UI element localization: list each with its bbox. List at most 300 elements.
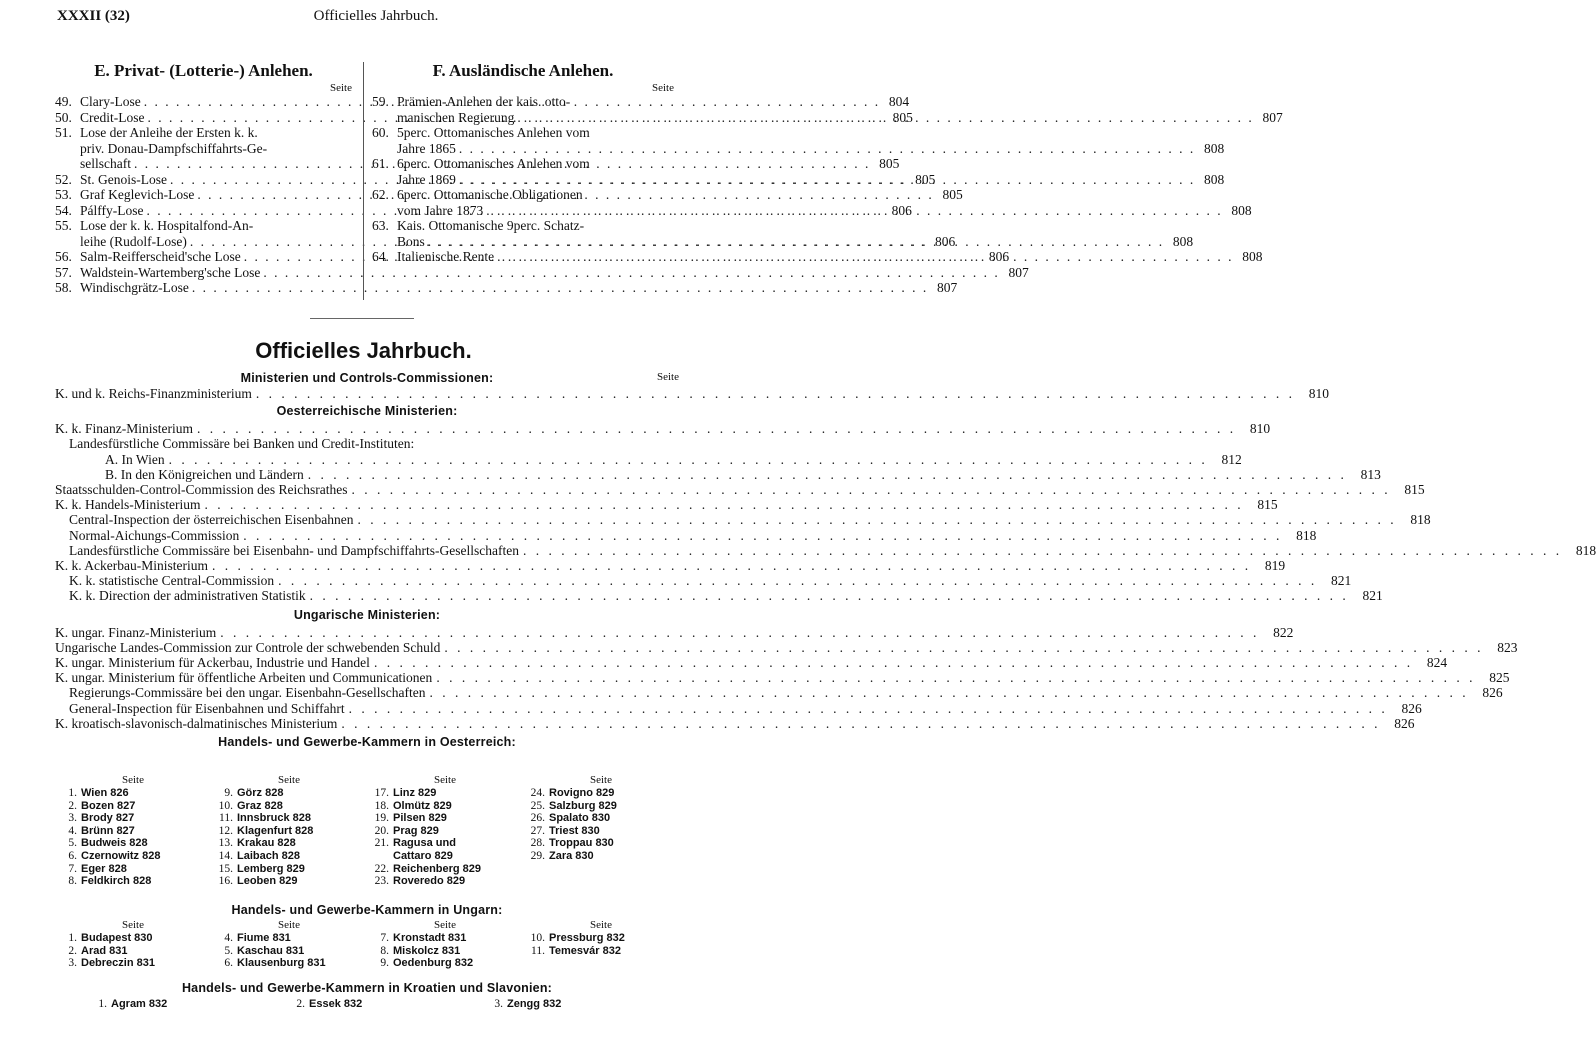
row-label: General-Inspection für Eisenbahnen und Schiffahrt xyxy=(69,700,345,716)
list-item xyxy=(367,837,523,850)
entry-number: 62. xyxy=(372,187,389,202)
entry-number: 55. xyxy=(55,218,72,233)
table-row xyxy=(55,436,679,451)
page-ref: 806 xyxy=(934,233,956,249)
croatian-chambers-grid xyxy=(55,998,679,1011)
list-item xyxy=(211,850,367,863)
row-label: K. ungar. Ministerium für Ackerbau, Industrie und Handel xyxy=(55,655,370,671)
item-number: 11. xyxy=(531,944,545,957)
item-number: 13. xyxy=(218,837,233,850)
page-ref: 815 xyxy=(1404,482,1425,498)
chamber-entry: Debreczin 831 xyxy=(81,957,155,970)
list-item xyxy=(367,957,523,970)
chamber-entry: Pilsen 829 xyxy=(393,812,447,825)
ministries-section xyxy=(55,370,1596,750)
entry-text xyxy=(397,249,1236,265)
austrian-ministries-heading: Oesterreichische Ministerien: xyxy=(276,404,458,419)
row-label: A. In Wien xyxy=(105,451,165,467)
item-number: 11. xyxy=(219,812,233,825)
chamber-column xyxy=(55,919,211,970)
chamber-entry: Agram 832 xyxy=(111,998,168,1010)
main-title: Officielles Jahrbuch. xyxy=(255,338,472,363)
leader-dots xyxy=(523,543,1562,558)
list-item xyxy=(367,850,523,863)
chamber-entry: Pressburg 832 xyxy=(549,932,625,944)
entry-number: 58. xyxy=(55,280,72,295)
list-item xyxy=(55,812,211,825)
list-item xyxy=(55,800,211,813)
page-ref: 826 xyxy=(1401,700,1422,716)
item-number: 1. xyxy=(68,787,77,799)
page-ref: 818 xyxy=(1410,512,1431,528)
entry-label: St. Genois-Lose xyxy=(80,171,167,187)
entry-label: vom Jahre 1873 xyxy=(397,202,484,218)
leader-dots xyxy=(349,701,1388,716)
row-label: Regierungs-Commissäre bei den ungar. Eisenbahn-Gesellschaften xyxy=(69,685,426,701)
list-item xyxy=(523,825,679,838)
foreign-loans-heading: F. Ausländische Anlehen. xyxy=(432,61,614,80)
chamber-entry: Budapest 830 xyxy=(81,932,153,944)
page-ref: 808 xyxy=(1231,202,1252,218)
entry-line xyxy=(397,172,1198,188)
chamber-entry: Zara 830 xyxy=(549,849,594,862)
austrian-chambers-heading: Handels- und Gewerbe-Kammern in Oesterreich: xyxy=(218,735,516,750)
row-label: Ungarische Landes-Commission zur Controle der schwebenden Schuld xyxy=(55,639,441,655)
entry-line: Lose der Anleihe der Ersten k. k. xyxy=(80,125,258,140)
leader-dots xyxy=(428,234,1164,250)
page-ref: 818 xyxy=(1575,542,1596,558)
table-row xyxy=(55,386,1329,401)
entry-label: leihe (Rudolf-Lose) xyxy=(80,233,187,249)
leader-dots xyxy=(341,716,1380,731)
list-item xyxy=(523,932,679,945)
table-row xyxy=(55,715,1415,731)
page-ref: 822 xyxy=(1273,624,1294,640)
chamber-entry: Budweis 828 xyxy=(81,837,148,850)
list-item xyxy=(367,800,523,813)
entry-text xyxy=(397,125,1198,156)
entry-text xyxy=(397,156,1198,187)
entry-label: sellschaft xyxy=(80,156,131,171)
hungarian-chambers-grid xyxy=(55,919,679,970)
chamber-entry: Essek 832 xyxy=(309,998,363,1010)
entry-label: Jahre 1865 xyxy=(397,140,456,156)
page-ref: 812 xyxy=(1221,451,1242,467)
seite-label: Seite xyxy=(122,774,144,786)
list-item xyxy=(372,125,1225,156)
entry-label: Waldstein-Wartemberg'sche Lose xyxy=(80,264,261,280)
chamber-entry: Wien 826 xyxy=(81,787,129,799)
list-item xyxy=(367,945,523,958)
leader-dots xyxy=(517,110,1253,126)
row-label: K. kroatisch-slavonisch-dalmatinisches Ministerium xyxy=(55,715,338,731)
leader-dots xyxy=(243,528,1282,543)
entry-number: 59. xyxy=(372,94,389,109)
list-item xyxy=(367,812,523,825)
entry-line: 6perc. Ottomanische Obligationen xyxy=(397,187,583,202)
list-item xyxy=(211,787,367,800)
item-number: 8. xyxy=(68,875,77,888)
page-ref: 805 xyxy=(915,171,936,187)
chamber-column xyxy=(523,919,679,970)
entry-line xyxy=(397,234,1167,250)
chamber-entry: Miskolcz 831 xyxy=(393,944,461,957)
list-item xyxy=(367,787,523,800)
list-item xyxy=(55,825,211,838)
entry-line xyxy=(397,141,1198,157)
chamber-entry: Graz 828 xyxy=(237,799,283,812)
chamber-entry: Oedenburg 832 xyxy=(393,957,474,970)
running-title: Officielles Jahrbuch. xyxy=(313,8,439,24)
item-number: 26. xyxy=(530,812,545,825)
item-number: 19. xyxy=(374,812,389,825)
page-ref: 819 xyxy=(1264,558,1286,574)
chamber-column xyxy=(283,998,481,1011)
entry-number: 50. xyxy=(55,109,72,125)
chamber-column xyxy=(85,998,283,1011)
list-item xyxy=(85,998,283,1011)
entry-text xyxy=(80,265,1003,281)
table-row xyxy=(55,655,1448,671)
list-item xyxy=(55,957,211,970)
leader-dots xyxy=(192,280,928,296)
seite-label: Seite xyxy=(590,774,612,786)
entry-number: 49. xyxy=(55,94,72,109)
page-ref: 813 xyxy=(1360,466,1381,482)
list-item xyxy=(55,850,211,863)
list-item xyxy=(523,800,679,813)
chamber-entry: Eger 828 xyxy=(81,862,127,875)
page-ref: 815 xyxy=(1257,497,1278,513)
section-separator xyxy=(310,318,414,319)
page-ref: 825 xyxy=(1489,670,1510,686)
entry-number: 54. xyxy=(55,202,72,218)
row-label: Staatsschulden-Control-Commission des Reichsrathes xyxy=(55,482,348,498)
entry-line xyxy=(397,203,1226,219)
list-item xyxy=(523,787,679,800)
list-item xyxy=(211,800,367,813)
page-ref: 807 xyxy=(937,280,958,295)
entry-text xyxy=(397,94,1257,125)
item-number: 17. xyxy=(374,787,389,799)
item-number: 9. xyxy=(380,957,389,970)
row-label: K. k. statistische Central-Commission xyxy=(69,573,275,589)
entry-line xyxy=(80,265,1003,281)
table-row xyxy=(55,482,1425,498)
hungarian-chambers-heading: Handels- und Gewerbe-Kammern in Ungarn: xyxy=(231,903,503,917)
item-number: 6. xyxy=(68,849,77,862)
entry-label: Graf Keglevich-Lose xyxy=(80,187,195,202)
item-number: 6. xyxy=(224,957,233,970)
item-number: 3. xyxy=(68,812,77,825)
leader-dots xyxy=(430,685,1469,700)
seite-label: Seite xyxy=(278,774,300,786)
entry-number: 64. xyxy=(372,249,389,264)
entry-label: Windischgrätz-Lose xyxy=(80,280,189,295)
table-row xyxy=(55,512,1431,528)
chamber-entry: Arad 831 xyxy=(81,944,128,957)
list-item xyxy=(55,945,211,958)
item-number: 24. xyxy=(530,787,545,799)
item-number: 21. xyxy=(374,837,389,850)
chamber-entry: Czernowitz 828 xyxy=(81,849,161,862)
chamber-entry: Bozen 827 xyxy=(81,799,136,812)
leader-dots xyxy=(278,573,1317,588)
item-number: 10. xyxy=(218,799,233,812)
item-number: 7. xyxy=(380,932,389,944)
table-row xyxy=(55,670,1510,686)
row-label: Landesfürstliche Commissäre bei Banken und Credit-Instituten: xyxy=(69,436,415,452)
ministries-heading: Ministerien und Controls-Commissionen: xyxy=(240,371,494,385)
row-label: K. k. Ackerbau-Ministerium xyxy=(55,558,208,574)
seite-label: Seite xyxy=(122,919,144,931)
chamber-entry: Lemberg 829 xyxy=(237,862,305,875)
list-item xyxy=(55,932,211,945)
seite-label: Seite xyxy=(434,774,456,786)
chamber-column xyxy=(211,774,367,888)
item-number: 3. xyxy=(494,998,503,1010)
chamber-column xyxy=(481,998,679,1011)
entry-label: Jahre 1869 xyxy=(397,171,456,187)
leader-dots xyxy=(459,141,1195,157)
page-ref: 808 xyxy=(1203,140,1225,156)
row-label: B. In den Königreichen und Ländern xyxy=(105,466,304,482)
entry-label: Pálffy-Lose xyxy=(80,202,144,218)
entry-line xyxy=(397,110,1257,126)
chamber-entry: Kaschau 831 xyxy=(237,944,305,957)
page-ref: 824 xyxy=(1426,655,1448,671)
item-number: 16. xyxy=(218,875,233,888)
leader-dots xyxy=(436,670,1475,685)
item-number: 1. xyxy=(68,932,77,944)
page-ref: 810 xyxy=(1308,386,1329,401)
table-row xyxy=(55,451,1242,467)
chamber-entry: Innsbruck 828 xyxy=(237,812,311,825)
list-item xyxy=(283,998,481,1011)
list-item xyxy=(523,850,679,863)
item-number: 2. xyxy=(68,799,77,812)
page-ref: 806 xyxy=(891,202,912,218)
entry-number: 51. xyxy=(55,125,72,140)
page-ref: 808 xyxy=(1242,249,1263,264)
entry-text xyxy=(80,280,931,296)
chamber-entry: Roveredo 829 xyxy=(393,875,466,888)
row-label: K. und k. Reichs-Finanzministerium xyxy=(55,386,252,401)
item-number: 28. xyxy=(530,837,545,850)
page-ref: 823 xyxy=(1497,639,1518,655)
entry-label: manischen Regierung xyxy=(397,109,515,125)
chamber-entry: Görz 828 xyxy=(237,787,284,799)
page-ref: 810 xyxy=(1249,421,1271,437)
item-number: 8. xyxy=(380,944,389,957)
hungarian-chambers-section xyxy=(55,902,679,918)
chamber-entry: Feldkirch 828 xyxy=(81,875,152,888)
list-item xyxy=(481,998,679,1011)
leader-dots xyxy=(444,640,1483,655)
list-item xyxy=(211,957,367,970)
leader-dots xyxy=(486,203,1222,219)
table-row xyxy=(55,685,1503,701)
table-row xyxy=(55,700,1422,716)
chamber-entry: Reichenberg 829 xyxy=(393,862,482,875)
seite-label: Seite xyxy=(434,919,456,931)
entry-line xyxy=(80,280,931,296)
chamber-entry: Laibach 828 xyxy=(237,849,300,862)
row-label: K. k. Handels-Ministerium xyxy=(55,497,201,513)
list-item xyxy=(523,945,679,958)
entry-line: 5perc. Ottomanisches Anlehen vom xyxy=(397,125,590,140)
entry-line: Lose der k. k. Hospitalfond-An- xyxy=(80,218,254,233)
leader-dots xyxy=(197,421,1236,436)
row-label: K. ungar. Ministerium für öffentliche Arbeiten und Communicationen xyxy=(55,670,433,686)
entry-line: Kais. Ottomanische 9perc. Schatz- xyxy=(397,218,585,233)
row-label: K. k. Direction der administrativen Statistik xyxy=(69,588,306,604)
chamber-entry: Klagenfurt 828 xyxy=(237,824,314,837)
page-ref: 826 xyxy=(1394,715,1415,731)
chamber-entry: Zengg 832 xyxy=(507,998,562,1010)
chamber-entry: Cattaro 829 xyxy=(393,849,453,862)
row-label: Normal-Aichungs-Commission xyxy=(69,527,240,543)
page-ref: 808 xyxy=(1203,171,1225,187)
list-item xyxy=(523,812,679,825)
entry-label: Bons xyxy=(397,233,425,249)
page-ref: 821 xyxy=(1362,588,1383,604)
private-loans-heading: E. Privat- (Lotterie-) Anlehen. xyxy=(94,61,313,80)
list-item xyxy=(55,280,958,296)
seite-label: Seite xyxy=(278,919,300,931)
entry-label: Credit-Lose xyxy=(80,109,145,125)
table-row xyxy=(55,466,1381,482)
chamber-column xyxy=(523,774,679,888)
list-item xyxy=(367,863,523,876)
leader-dots xyxy=(497,249,1233,265)
page-ref: 821 xyxy=(1331,573,1352,589)
list-item xyxy=(55,837,211,850)
leader-dots xyxy=(358,512,1397,527)
chamber-column xyxy=(55,774,211,888)
item-number: 1. xyxy=(98,998,107,1010)
table-row xyxy=(55,639,1518,655)
entry-number: 56. xyxy=(55,249,72,264)
leader-dots xyxy=(310,588,1349,603)
entry-number: 57. xyxy=(55,264,72,280)
chamber-entry: Olmütz 829 xyxy=(393,799,452,812)
table-row xyxy=(55,624,1294,640)
list-item xyxy=(55,863,211,876)
item-number: 20. xyxy=(374,824,389,837)
chamber-entry: Salzburg 829 xyxy=(549,799,617,812)
chamber-column xyxy=(211,919,367,970)
entry-text xyxy=(397,218,1167,249)
page-ref: 805 xyxy=(942,187,963,202)
chamber-entry: Ragusa und xyxy=(393,837,456,850)
item-number: 15. xyxy=(218,862,233,875)
entry-line: priv. Donau-Dampfschiffahrts-Ge- xyxy=(80,140,268,156)
item-number: 2. xyxy=(68,944,77,957)
chamber-entry: Rovigno 829 xyxy=(549,787,615,799)
row-label: Central-Inspection der österreichischen Eisenbahnen xyxy=(69,512,354,528)
list-item xyxy=(55,264,1029,281)
leader-dots xyxy=(220,625,1259,640)
list-item xyxy=(211,945,367,958)
page-ref: 808 xyxy=(1172,233,1194,249)
page-number: XXXII (32) xyxy=(57,8,130,24)
chamber-entry: Troppau 830 xyxy=(549,837,614,850)
entry-number: 53. xyxy=(55,187,72,202)
item-number: 14. xyxy=(218,849,233,862)
table-row xyxy=(55,542,1596,558)
list-item xyxy=(211,837,367,850)
entry-label: Clary-Lose xyxy=(80,94,141,109)
item-number: 4. xyxy=(224,932,233,944)
seite-label: Seite xyxy=(657,371,679,383)
table-row xyxy=(55,558,1286,574)
chamber-column xyxy=(367,919,523,970)
seite-label: Seite xyxy=(652,82,674,94)
chamber-entry: Temesvár 832 xyxy=(549,944,621,957)
chamber-entry: Spalato 830 xyxy=(549,812,611,825)
chamber-entry: Prag 829 xyxy=(393,824,439,837)
list-item xyxy=(367,875,523,888)
list-item xyxy=(211,812,367,825)
chamber-entry: Klausenburg 831 xyxy=(237,957,326,970)
list-item xyxy=(367,932,523,945)
item-number: 23. xyxy=(374,875,389,888)
table-row xyxy=(55,588,1383,604)
row-label: K. ungar. Finanz-Ministerium xyxy=(55,624,217,640)
item-number: 3. xyxy=(68,957,77,970)
leader-dots xyxy=(351,482,1390,497)
page-ref: 805 xyxy=(879,156,900,171)
page-ref: 826 xyxy=(1482,685,1503,701)
entry-line xyxy=(397,249,1236,265)
leader-dots xyxy=(263,265,999,281)
item-number: 4. xyxy=(68,824,77,837)
item-number: 2. xyxy=(296,998,305,1010)
entry-text xyxy=(397,187,1226,218)
leader-dots xyxy=(204,497,1243,512)
leader-dots xyxy=(169,452,1208,467)
table-row xyxy=(55,573,1352,589)
page-ref: 818 xyxy=(1296,527,1317,543)
entry-label: Italienische Rente xyxy=(397,249,495,264)
chamber-entry: Triest 830 xyxy=(549,824,600,837)
seite-label: Seite xyxy=(330,82,352,94)
list-item xyxy=(367,825,523,838)
page-ref: 804 xyxy=(888,94,910,109)
leader-dots xyxy=(212,558,1251,573)
leader-dots xyxy=(308,467,1347,482)
chamber-entry: Brünn 827 xyxy=(81,824,135,837)
entry-number: 60. xyxy=(372,125,389,140)
item-number: 25. xyxy=(530,799,545,812)
entry-label: Salm-Reifferscheid'sche Lose xyxy=(80,249,241,264)
hungarian-ministries-heading: Ungarische Ministerien: xyxy=(293,607,441,622)
page-header xyxy=(57,8,695,30)
list-item xyxy=(523,837,679,850)
list-item xyxy=(211,825,367,838)
chamber-entry: Fiume 831 xyxy=(237,932,291,944)
austrian-chambers-grid xyxy=(55,774,679,888)
croatian-chambers-heading: Handels- und Gewerbe-Kammern in Kroatien und Slavonien: xyxy=(181,981,553,995)
page-ref: 805 xyxy=(892,109,913,125)
table-row xyxy=(55,497,1278,513)
seite-label: Seite xyxy=(590,919,612,931)
item-number: 10. xyxy=(530,932,545,944)
chamber-entry: Leoben 829 xyxy=(237,875,298,888)
item-number: 12. xyxy=(218,824,233,837)
leader-dots xyxy=(374,655,1413,670)
